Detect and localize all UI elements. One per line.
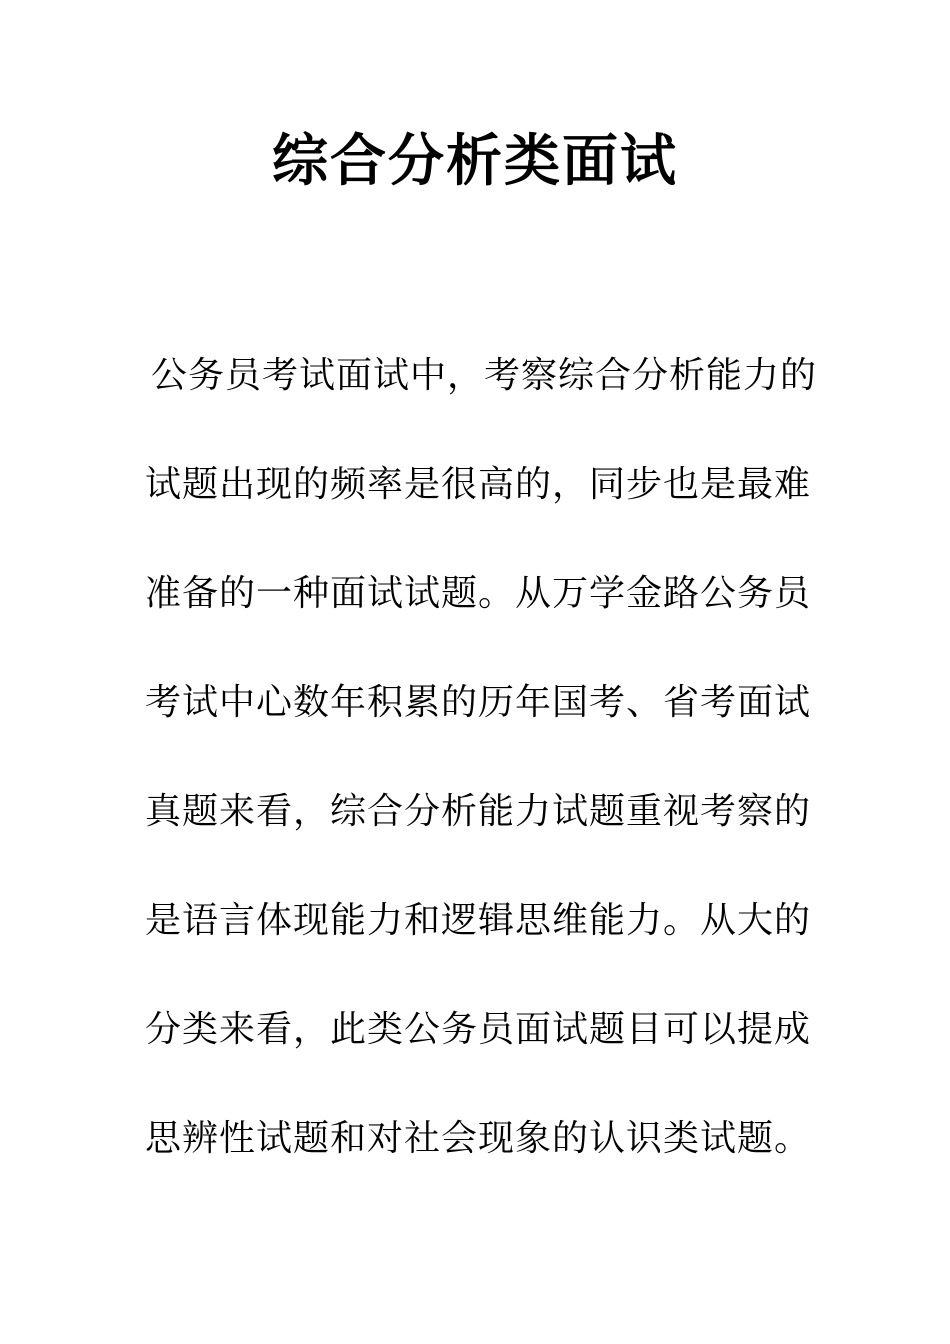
paragraph-line: 准备的一种面试试题。从万学金路公务员 [145, 573, 812, 614]
paragraph-line: 考试中心数年积累的历年国考、省考面试 [145, 682, 812, 723]
paragraph-line: 思辨性试题和对社会现象的认识类试题。 [145, 1118, 812, 1159]
document-title: 综合分析类面试 [272, 129, 678, 194]
paragraph-line: 真题来看，综合分析能力试题重视考察的 [145, 791, 812, 832]
paragraph-line: 试题出现的频率是很高的，同步也是最难 [145, 464, 812, 505]
paragraph-line: 公务员考试面试中，考察综合分析能力的 [151, 355, 818, 396]
paragraph-line: 分类来看，此类公务员面试题目可以提成 [145, 1009, 812, 1050]
paragraph-line: 是语言体现能力和逻辑思维能力。从大的 [145, 900, 812, 941]
